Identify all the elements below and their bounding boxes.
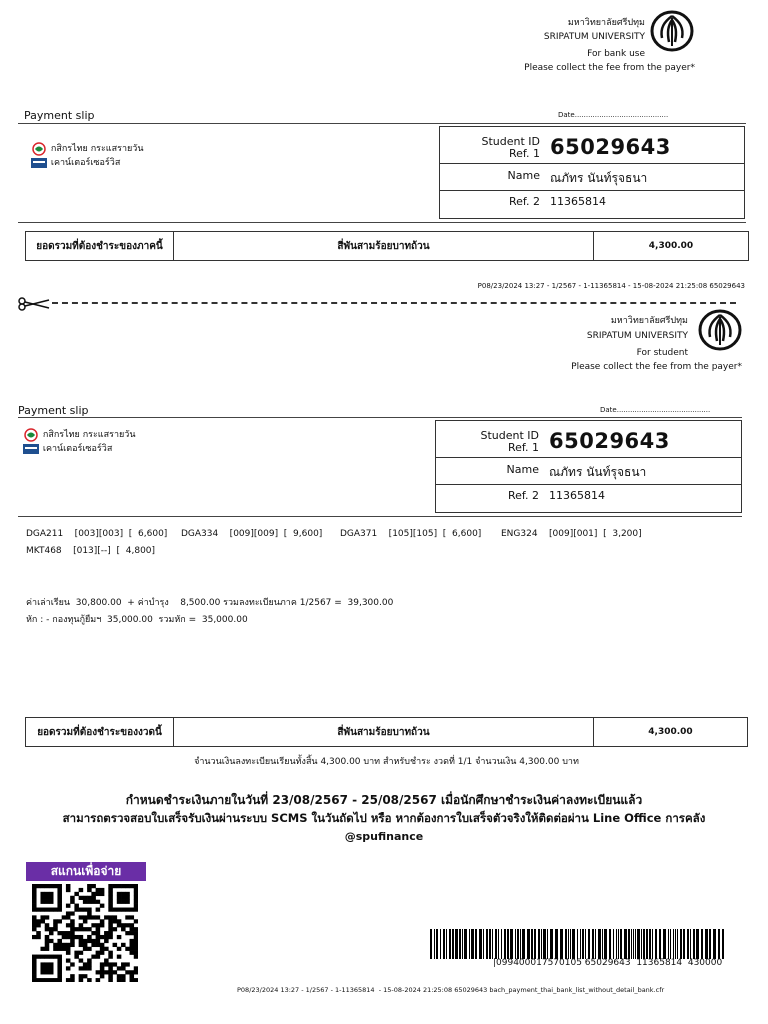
divider	[18, 123, 746, 124]
ref2-value: 11365814	[550, 195, 606, 208]
university-name-en: SRIPATUM UNIVERSITY	[586, 331, 688, 341]
installment-note: จำนวนเงินลงทะเบียนเรียนทั้งสิ้น 4,300.00 บาท สำหรับชำระ งวดที่ 1/1 จำนวนเงิน 4,300.00 บาท	[194, 757, 579, 767]
university-name-en: SRIPATUM UNIVERSITY	[543, 32, 645, 42]
total-words: สี่พันสามร้อยบาทถ้วน	[174, 718, 594, 746]
student-id-label: Student ID	[481, 135, 540, 148]
university-logo	[698, 309, 742, 351]
ref2-label: Ref. 2	[508, 489, 539, 502]
collect-note: Please collect the fee from the payer*	[524, 63, 695, 73]
date-field: Date..........................................	[600, 406, 711, 414]
total-label: ยอดรวมที่ต้องชำระของงวดนี้	[26, 718, 174, 746]
slip-title: Payment slip	[18, 404, 89, 417]
total-label: ยอดรวมที่ต้องชำระของภาคนี้	[26, 232, 174, 260]
university-name-th: มหาวิทยาลัยศรีปทุม	[567, 18, 645, 28]
student-info-box	[435, 420, 742, 513]
bank-item-kbank: กสิกรไทย กระแสรายวัน	[22, 427, 135, 441]
student-name: ณภัทร นันท์รุจธนา	[550, 171, 648, 185]
divider	[18, 222, 746, 223]
bank-list	[22, 427, 135, 455]
receipt-notice: สามารถตรวจสอบใบเสร็จรับเงินผ่านระบบ SCMS ในวันถัดไป หรือ หากต้องการใบเสร็จตัวจริงให้ติดต่อผ่าน Line Office การคลัง	[62, 811, 706, 825]
bank-list	[30, 141, 143, 169]
student-id-value: 65029643	[549, 429, 670, 453]
name-label: Name	[506, 463, 539, 476]
barcode-text: |099400017570105 65029643 11365814 430000	[493, 958, 723, 968]
student-id-label: Student ID	[480, 429, 539, 442]
kbank-icon	[22, 428, 40, 442]
bank-item-kbank: กสิกรไทย กระแสรายวัน	[30, 141, 143, 155]
total-words: สี่พันสามร้อยบาทถ้วน	[174, 232, 594, 260]
fee-summary: ค่าเล่าเรียน 30,800.00 + ค่าบำรุง 8,500.00 รวมลงทะเบียนภาค 1/2567 = 39,300.00	[26, 598, 394, 608]
copy-purpose: For bank use	[587, 49, 645, 59]
counter-service-icon	[22, 442, 40, 456]
student-info-box	[439, 126, 745, 219]
qr-code[interactable]	[32, 884, 138, 986]
bank-item-counter-service: เคาน์เตอร์เซอร์วิส	[30, 155, 143, 169]
line-office-handle: @spufinance	[344, 830, 424, 843]
kbank-icon	[30, 142, 48, 156]
total-amount: 4,300.00	[648, 241, 694, 251]
student-id-value: 65029643	[550, 135, 671, 159]
student-name: ณภัทร นันท์รุจธนา	[549, 465, 647, 479]
ref2-value: 11365814	[549, 489, 605, 502]
footer-reference: P08/23/2024 13:27 - 1/2567 - 1-11365814 - 15-08-2024 21:25:08 65029643 bach_payment_thai_bank_list_without_detail_bank.cfr	[237, 986, 665, 994]
scan-to-pay-label: สแกนเพื่อจ่าย	[26, 862, 146, 881]
deduction-summary: หัก : - กองทุนกู้ยืมฯ 35,000.00 รวมหัก = 35,000.00	[26, 615, 248, 625]
list-item: DGA334 [009][009] [ 9,600]	[181, 529, 323, 539]
divider	[18, 516, 742, 517]
ref1-label: Ref. 1	[508, 441, 539, 454]
cut-line	[52, 302, 736, 304]
divider	[18, 417, 742, 418]
total-row-term	[25, 231, 749, 261]
total-row-installment	[25, 717, 748, 747]
name-label: Name	[507, 169, 540, 182]
scissors-icon	[17, 296, 51, 315]
university-logo	[650, 10, 694, 52]
collect-note: Please collect the fee from the payer*	[571, 362, 742, 372]
list-item: DGA211 [003][003] [ 6,600]	[26, 529, 168, 539]
list-item: ENG324 [009][001] [ 3,200]	[501, 529, 642, 539]
print-reference: P08/23/2024 13:27 - 1/2567 - 1-11365814 - 15-08-2024 21:25:08 65029643	[477, 282, 745, 290]
copy-purpose: For student	[636, 348, 688, 358]
date-field: Date..........................................	[558, 111, 669, 119]
bank-item-counter-service: เคาน์เตอร์เซอร์วิส	[22, 441, 135, 455]
ref1-label: Ref. 1	[509, 147, 540, 160]
university-name-th: มหาวิทยาลัยศรีปทุม	[610, 316, 688, 326]
ref2-label: Ref. 2	[509, 195, 540, 208]
payment-deadline-notice: กำหนดชำระเงินภายในวันที่ 23/08/2567 - 25/08/2567 เมื่อนักศึกษาชำระเงินค่าลงทะเบียนแล้ว	[125, 793, 643, 807]
list-item: DGA371 [105][105] [ 6,600]	[340, 529, 482, 539]
slip-title: Payment slip	[24, 109, 95, 122]
list-item: MKT468 [013][--] [ 4,800]	[26, 546, 156, 556]
counter-service-icon	[30, 156, 48, 170]
total-amount: 4,300.00	[648, 727, 693, 737]
